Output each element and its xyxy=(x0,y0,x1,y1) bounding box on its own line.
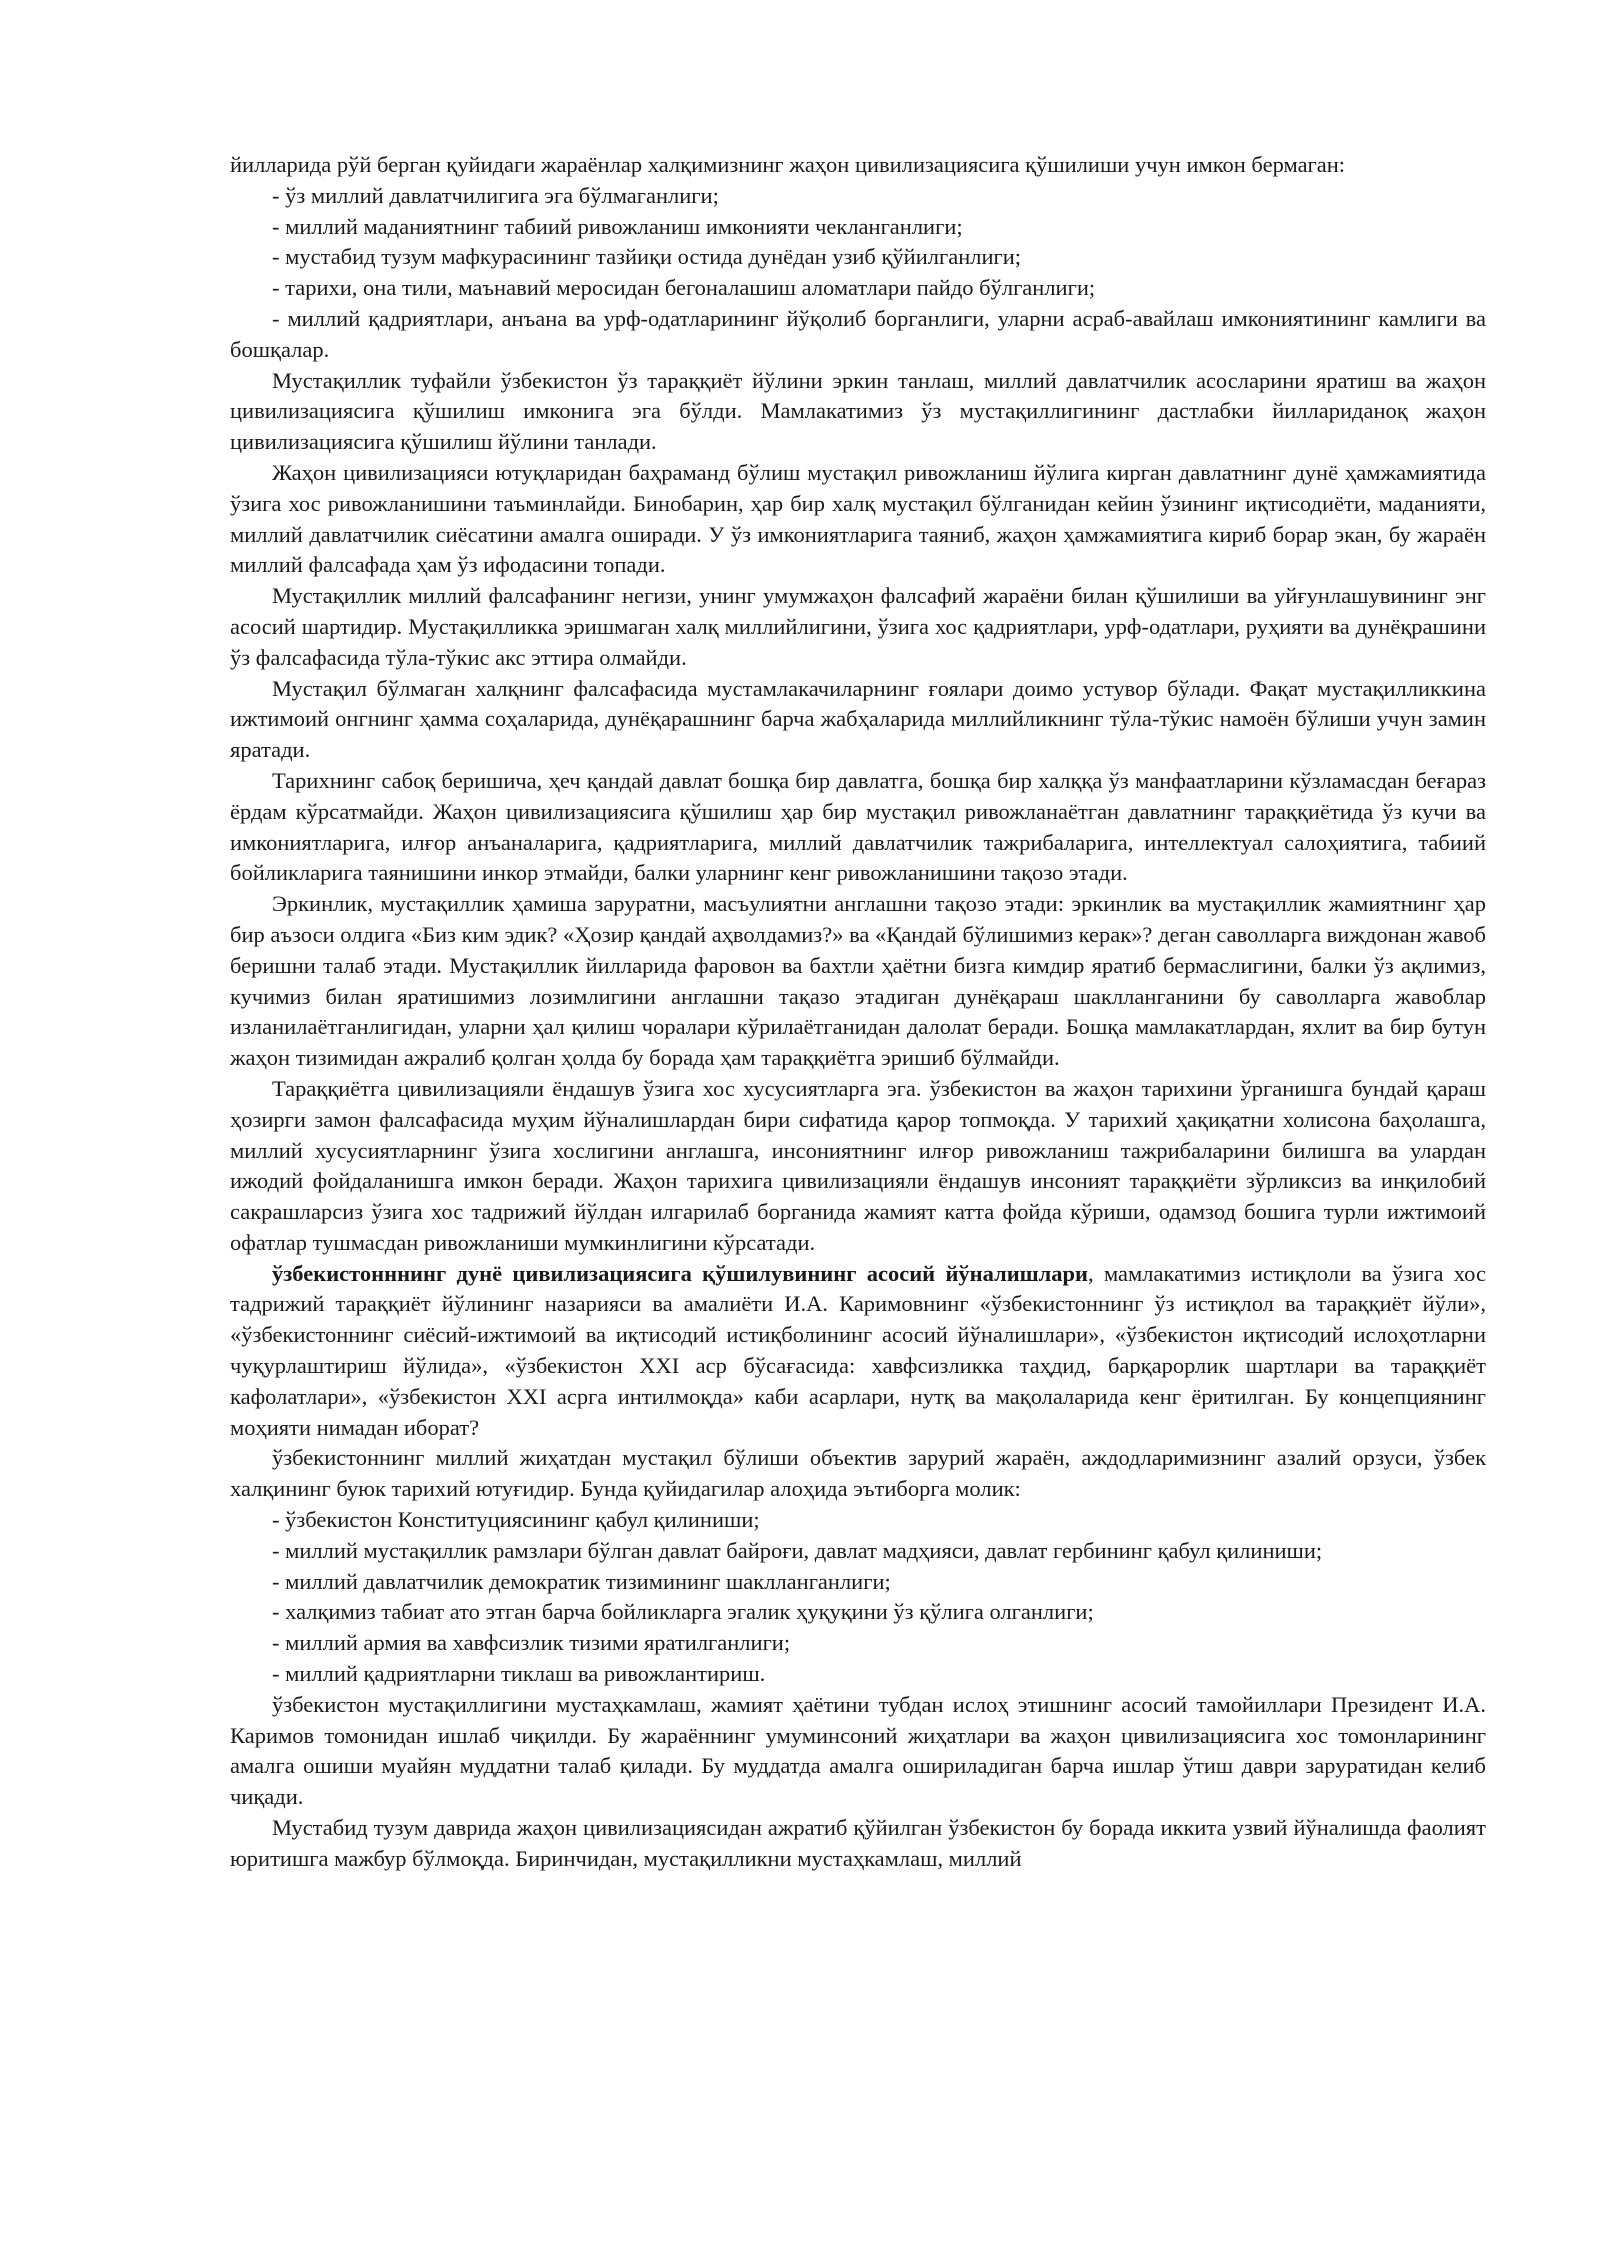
bold-lead-phrase: ўзбекистонннинг дунё цивилизациясига қўшилувининг асосий йўналишлари xyxy=(272,1260,1089,1286)
paragraph-intro: йилларида рўй берган қуйидаги жараёнлар халқимизнинг жаҳон цивилизациясига қўшилиши учун имкон бермаган: xyxy=(230,152,1346,177)
paragraph: Мустақил бўлмаган халқнинг фалсафасида мустамлакачиларнинг ғоялари доимо устувор бўлади. Фақат мустақилликкина ижтимоий онгнинг ҳамма соҳаларида, дунёқарашнинг барча жабҳаларида миллийликнинг тўла-тўкис намоён бўлиши учун замин яратади. xyxy=(230,675,1486,763)
list-item: - тарихи, она тили, маънавий меросидан бегоналашиш аломатлари пайдо бўлганлиги; xyxy=(272,275,1096,301)
paragraph: Тараққиётга цивилизацияли ёндашув ўзига хос хусусиятларга эга. ўзбекистон ва жаҳон тарихини ўрганишга бундай қараш ҳозирги замон фалсафасида муҳим йўналишлардан бири сифатида қарор топмоқда. У тарихий ҳақиқатни холисона баҳолашга, миллий хусусиятларнинг ўзига хослигини англашга, инсониятнинг илғор ривожланиш тажрибаларини билишга ва улардан ижодий фойдаланишга имкон беради. Жаҳон тарихига цивилизацияли ёндашув инсоният тараққиёти зўрликсиз ва инқилобий сакрашларсиз ўзига хос тадрижий йўлдан илгарилаб борганида жамият катта фойда кўриши, одамзод бошига турли ижтимоий офатлар тушмасдан ривожланиши мумкинлигини кўрсатади. xyxy=(230,1075,1486,1255)
list-item: - мустабид тузум мафкурасининг тазйиқи остида дунёдан узиб қўйилганлиги; xyxy=(272,244,1022,270)
list-item: - миллий қадриятларни тиклаш ва ривожлантириш. xyxy=(272,1661,766,1687)
list-item: - миллий маданиятнинг табиий ривожланиш имконияти чекланганлиги; xyxy=(272,213,963,239)
paragraph: ўзбекистоннинг миллий жиҳатдан мустақил бўлиши объектив зарурий жараён, аждодларимизнинг азалий орзуси, ўзбек халқининг буюк тарихий ютуғидир. Бунда қуйидагилар алоҳида эътиборга молик: xyxy=(230,1445,1486,1502)
list-item: - миллий мустақиллик рамзлари бўлган давлат байроғи, давлат мадҳияси, давлат гербининг қабул қилиниши; xyxy=(272,1537,1323,1563)
list-item: - ўзбекистон Конституциясининг қабул қилиниши; xyxy=(272,1507,760,1533)
paragraph: Эркинлик, мустақиллик ҳамиша заруратни, масъулиятни англашни тақозо этади: эркинлик ва мустақиллик жамиятнинг ҳар бир аъзоси олдига «Биз ким эдик? «Ҳозир қандай аҳволдамиз?» ва «Қандай бўлишимиз керак»? деган саволларга виждонан жавоб беришни талаб этади. Мустақиллик йилларида фаровон ва бахтли ҳаётни бизга кимдир яратиб бермаслигини, балки ўз ақлимиз, кучимиз билан яратишимиз лозимлигини англашни тақазо этадиган дунёқараш шаклланганини бу саволларга жавоблар изланилаётганлигидан, уларни ҳал қилиш чоралари кўрилаётганидан далолат беради. Бошқа мамлакатлардан, яхлит ва бир бутун жаҳон тизимидан ажралиб қолган ҳолда бу борада ҳам тараққиётга эришиб бўлмайди. xyxy=(230,891,1486,1071)
paragraph: Мустақиллик миллий фалсафанинг негизи, унинг умумжаҳон фалсафий жараёни билан қўшилиши ва уйғунлашувининг энг асосий шартидир. Мустақилликка эришмаган халқ миллийлигини, ўзига хос қадриятлари, урф-одатлари, руҳияти ва дунёқрашини ўз фалсафасида тўла-тўкис акс эттира олмайди. xyxy=(230,583,1486,670)
paragraph: Мустақиллик туфайли ўзбекистон ўз тараққиёт йўлини эркин танлаш, миллий давлатчилик асосларини яратиш ва жаҳон цивилизациясига қўшилиш имконига эга бўлди. Мамлакатимиз ўз мустақиллигининг дастлабки йиллариданоқ жаҳон цивилизациясига қўшилиш йўлини танлади. xyxy=(230,367,1486,455)
list-item: - ўз миллий давлатчилигига эга бўлмаганлиги; xyxy=(272,182,719,208)
paragraph: Мустабид тузум даврида жаҳон цивилизациясидан ажратиб қўйилган ўзбекистон бу борада иккита узвий йўналишда фаолият юритишга мажбур бўлмоқда. Биринчидан, мустақилликни мустаҳкамлаш, миллий xyxy=(230,1815,1486,1871)
list-item: - миллий қадриятлари, анъана ва урф-одатларининг йўқолиб борганлиги, уларни асраб-авайлаш имкониятининг камлиги ва бошқалар. xyxy=(230,305,1486,362)
list-item: - миллий давлатчилик демократик тизимининг шаклланганлиги; xyxy=(272,1568,891,1594)
list-item: - халқимиз табиат ато этган барча бойликларга эгалик ҳуқуқини ўз қўлига олганлиги; xyxy=(272,1599,1094,1625)
paragraph: Жаҳон цивилизацияси ютуқларидан баҳраманд бўлиш мустақил ривожланиш йўлига кирган давлатнинг дунё ҳамжамиятида ўзига хос ривожланишини таъминлайди. Бинобарин, ҳар бир халқ мустақил бўлганидан кейин ўзининг иқтисодиёти, маданияти, миллий давлатчилик сиёсатини амалга оширади. У ўз имкониятларига таяниб, жаҳон ҳамжамиятига кириб борар экан, бу жараён миллий фалсафада ҳам ўз ифодасини топади. xyxy=(230,459,1486,578)
paragraph: ўзбекистон мустақиллигини мустаҳкамлаш, жамият ҳаётини тубдан ислоҳ этишнинг асосий тамойиллари Президент И.А. Каримов томонидан ишлаб чиқилди. Бу жараённинг умуминсоний жиҳатлари ва жаҳон цивилизациясига хос томонларининг амалга ошиши муайян муддатни талаб қилади. Бу муддатда амалга ошириладиган барча ишлар ўтиш даври заруратидан келиб чиқади. xyxy=(230,1691,1486,1810)
document-page xyxy=(230,150,1486,1875)
list-item: - миллий армия ва хавфсизлик тизими яратилганлиги; xyxy=(272,1630,791,1656)
paragraph-with-bold-lead xyxy=(230,1259,1486,1444)
paragraph: Тарихнинг сабоқ беришича, ҳеч қандай давлат бошқа бир давлатга, бошқа бир халққа ўз манфаатларини кўзламасдан беғараз ёрдам кўрсатмайди. Жаҳон цивилизациясига қўшилиш ҳар бир мустақил ривожланаётган давлатнинг тараққиётида ўз кучи ва имкониятларига, илғор анъаналарига, қадриятларига, миллий давлатчилик тажрибаларига, интеллектуал салоҳиятига, табиий бойликларига таянишини инкор этмайди, балки уларнинг кенг ривожланишини тақозо этади. xyxy=(230,767,1486,886)
paragraph-text: , мамлакатимиз истиқлоли ва ўзига хос тадрижий тараққиёт йўлининг назарияси ва амалиёти И.А. Каримовнинг «ўзбекистоннинг ўз истиқлол ва тараққиёт йўли», «ўзбекистоннинг сиёсий-ижтимоий ва иқтисодий истиқболининг асосий йўналишлари», «ўзбекистон иқтисодий ислоҳотларни чуқурлаштириш йўлида», «ўзбекистон XXI аср бўсағасида: хавфсизликка таҳдид, барқарорлик шартлари ва тараққиёт кафолатлари», «ўзбекистон XXI асрга интилмоқда» каби асарлари, нутқ ва мақолаларида кенг ёритилган. Бу концепциянинг моҳияти нимадан иборат? xyxy=(230,1260,1486,1440)
